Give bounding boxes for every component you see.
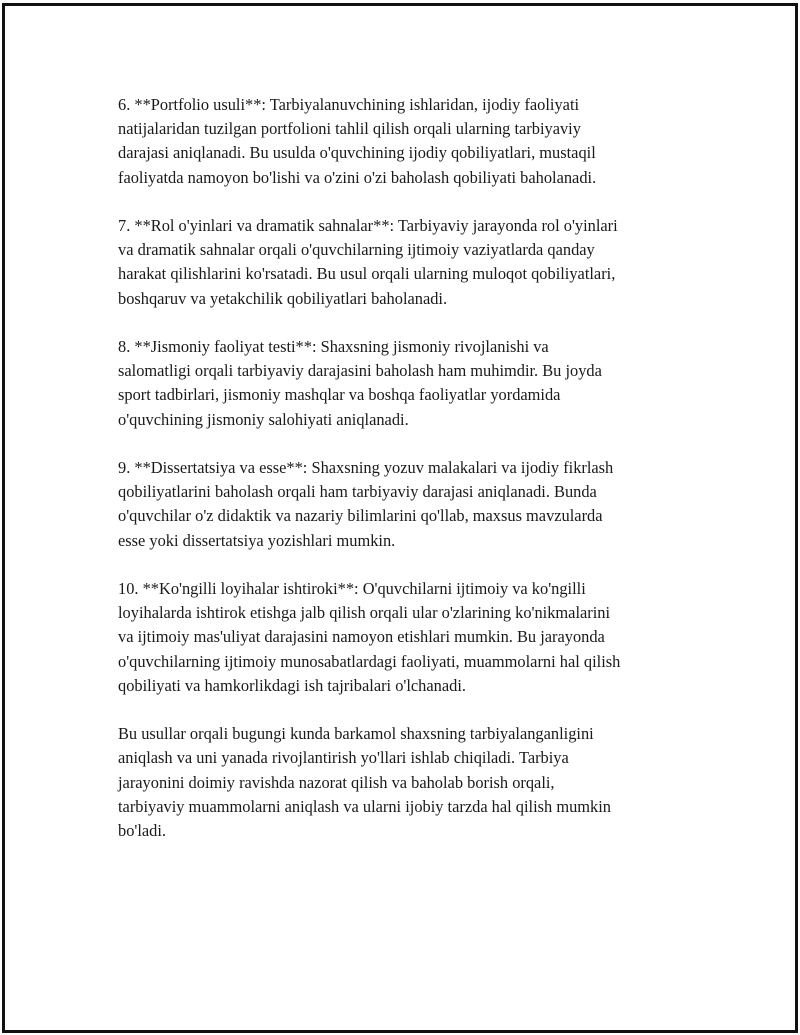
text-line: faoliyatda namoyon bo'lishi va o'zini o'zi baholash qobiliyati baholanadi.	[118, 167, 597, 187]
text-line: esse yoki dissertatsiya yozishlari mumkin.	[118, 530, 396, 550]
text-line: natijalaridan tuzilgan portfolioni tahlil qilish orqali ularning tarbiyaviy	[118, 119, 581, 139]
paragraph-conclusion	[118, 722, 690, 843]
text-line: qobiliyati va hamkorlikdagi ish tajribalari o'lchanadi.	[118, 675, 466, 695]
text-line: sport tadbirlari, jismoniy mashqlar va boshqa faoliyatlar yordamida	[118, 385, 561, 405]
text-line: aniqlash va uni yanada rivojlantirish yo'llari ishlab chiqiladi. Tarbiya	[118, 748, 569, 768]
text-line: 9. **Dissertatsiya va esse**: Shaxsning yozuv malakalari va ijodiy fikrlash	[118, 458, 614, 477]
text-line: va dramatik sahnalar orqali o'quvchilarning ijtimoiy vaziyatlarda qanday	[118, 240, 595, 260]
text-line: o'quvchining jismoniy salohiyati aniqlanadi.	[118, 409, 409, 429]
text-line: 10. **Ko'ngilli loyihalar ishtiroki**: O'quvchilarni ijtimoiy va ko'ngilli	[118, 579, 586, 598]
text-line: Bu usullar orqali bugungi kunda barkamol shaxsning tarbiyalanganligini	[118, 724, 594, 744]
document-body	[118, 93, 690, 867]
paragraph-dissertation-essay	[118, 456, 690, 553]
text-line: loyihalarda ishtirok etishga jalb qilish orqali ular o'zlarining ko'nikmalarini	[118, 603, 611, 623]
paragraph-role-games	[118, 214, 690, 311]
text-line: bo'ladi.	[118, 821, 167, 841]
paragraph-physical-activity-test	[118, 335, 690, 432]
text-line: 8. **Jismoniy faoliyat testi**: Shaxsning jismoniy rivojlanishi va	[118, 337, 549, 356]
paragraph-volunteer-projects	[118, 577, 690, 698]
text-line: darajasi aniqlanadi. Bu usulda o'quvchining ijodiy qobiliyatlari, mustaqil	[118, 143, 596, 163]
text-line: 7. **Rol o'yinlari va dramatik sahnalar**: Tarbiyaviy jarayonda rol o'yinlari	[118, 216, 618, 235]
text-line: o'quvchilarning ijtimoiy munosabatlardagi faoliyati, muammolarni hal qilish	[118, 651, 621, 671]
text-line: 6. **Portfolio usuli**: Tarbiyalanuvchining ishlaridan, ijodiy faoliyati	[118, 95, 580, 114]
text-line: va ijtimoiy mas'uliyat darajasini namoyon etishlari mumkin. Bu jarayonda	[118, 627, 605, 647]
text-line: jarayonini doimiy ravishda nazorat qilish va baholab borish orqali,	[118, 772, 555, 792]
text-line: boshqaruv va yetakchilik qobiliyatlari baholanadi.	[118, 288, 448, 308]
text-line: tarbiyaviy muammolarni aniqlash va ularni ijobiy tarzda hal qilish mumkin	[118, 796, 611, 816]
text-line: o'quvchilar o'z didaktik va nazariy bilimlarini qo'llab, maxsus mavzularda	[118, 506, 603, 526]
paragraph-portfolio-method	[118, 93, 690, 190]
text-line: salomatligi orqali tarbiyaviy darajasini baholash ham muhimdir. Bu joyda	[118, 361, 602, 381]
text-line: harakat qilishlarini ko'rsatadi. Bu usul orqali ularning muloqot qobiliyatlari,	[118, 264, 616, 284]
text-line: qobiliyatlarini baholash orqali ham tarbiyaviy darajasi aniqlanadi. Bunda	[118, 482, 597, 502]
